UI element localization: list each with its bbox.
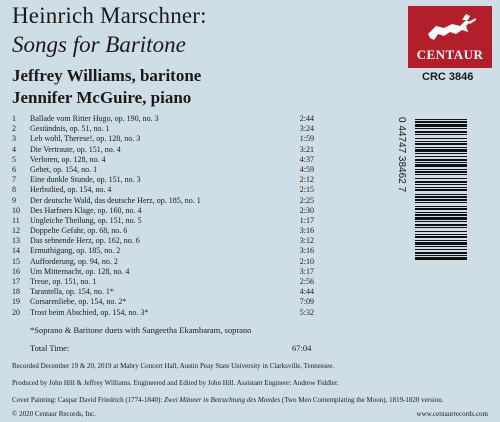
track-row	[12, 206, 314, 216]
track-number: 3	[12, 134, 16, 144]
track-duration: 5:32	[299, 307, 314, 317]
track-title: Doppelte Gefahr, op. 68, no. 6	[30, 226, 128, 236]
cover-painting-title: Zwei Männer in Betrachtung des Mondes	[164, 396, 281, 404]
track-number: 2	[12, 124, 16, 134]
track-row	[12, 287, 314, 297]
cover-credit	[12, 396, 444, 404]
centaur-figure-icon	[422, 12, 478, 46]
album-title: Songs for Baritone	[12, 32, 186, 57]
track-duration: 3:21	[299, 144, 314, 154]
track-title: Ballade vom Ritter Hugo, op. 190, no. 3	[30, 114, 159, 123]
track-row	[12, 175, 314, 185]
track-list	[12, 114, 314, 318]
track-duration: 2:15	[299, 185, 314, 195]
track-number: 18	[12, 287, 20, 297]
track-duration: 3:16	[299, 226, 314, 236]
track-title: Aufforderung, op. 94, no. 2	[30, 256, 118, 266]
track-row	[12, 185, 314, 195]
track-row	[12, 308, 314, 318]
track-row	[12, 216, 314, 226]
track-title: Eine dunkle Stunde, op. 151, no. 3	[30, 175, 141, 185]
track-number: 8	[12, 185, 16, 195]
track-row	[12, 114, 314, 124]
track-title: Des Harfners Klage, op. 160, no. 4	[30, 205, 142, 215]
track-row	[12, 196, 314, 206]
track-number: 14	[12, 246, 20, 256]
track-row	[12, 277, 314, 287]
track-number: 15	[12, 256, 20, 266]
track-title: Ungleiche Theilung, op. 151, no. 5	[30, 215, 142, 225]
track-number: 10	[12, 205, 20, 215]
track-number: 7	[12, 175, 16, 185]
duet-footnote: *Soprano & Baritone duets with Sangeetha Ekambaram, soprano	[30, 325, 252, 335]
track-row	[12, 226, 314, 236]
track-duration: 3:12	[299, 236, 314, 246]
track-number: 5	[12, 154, 16, 164]
copyright-line	[12, 410, 488, 418]
track-row	[12, 236, 314, 246]
track-duration: 2:30	[299, 205, 314, 215]
track-title: Geständnis, op. 51, no. 1	[30, 124, 110, 134]
track-row	[12, 155, 314, 165]
track-title: Der deutsche Wald, das deutsche Herz, op. 185, no. 1	[30, 195, 201, 205]
track-duration: 2:25	[299, 195, 314, 205]
total-time-value: 67:04	[292, 343, 312, 353]
track-row	[12, 124, 314, 134]
total-time-label: Total Time:	[30, 343, 70, 353]
barcode-digits	[395, 117, 409, 263]
performer-baritone: Jeffrey Williams, baritone	[12, 66, 202, 85]
track-row	[12, 267, 314, 277]
track-row	[12, 145, 314, 155]
copyright-text: © 2020 Centaur Records, Inc.	[12, 410, 96, 418]
track-title: Tarantella, op. 154, no. 1*	[30, 287, 114, 297]
track-number: 13	[12, 236, 20, 246]
track-duration: 4:59	[299, 164, 314, 174]
track-duration: 1:59	[299, 134, 314, 144]
track-duration: 2:12	[299, 175, 314, 185]
cover-credit-prefix: Cover Painting: Caspar David Friedrich (1774-1840):	[12, 396, 163, 404]
track-number: 17	[12, 277, 20, 286]
track-duration: 3:24	[299, 124, 314, 134]
cover-credit-suffix: (Two Men Contemplating the Moon), 1819-1820 version.	[281, 396, 444, 404]
track-duration: 7:09	[299, 297, 314, 307]
track-duration: 3:17	[299, 266, 314, 276]
track-number: 16	[12, 266, 20, 276]
track-number: 1	[12, 114, 16, 123]
composer-title: Heinrich Marschner:	[12, 3, 207, 28]
track-number: 12	[12, 226, 20, 236]
track-row	[12, 246, 314, 256]
track-title: Leb wohl, Therese!, op. 128, no. 3	[30, 134, 141, 144]
track-number: 6	[12, 164, 16, 174]
track-duration: 2:56	[299, 277, 314, 286]
track-title: Verloren, op. 128, no. 4	[30, 154, 106, 164]
centaur-logo	[408, 6, 492, 68]
track-title: Herbstlied, op. 154, no. 4	[30, 185, 112, 195]
track-duration: 4:37	[299, 154, 314, 164]
barcode-icon	[415, 117, 467, 263]
track-title: Ermuthigung, op. 185, no. 2	[30, 246, 121, 256]
track-row	[12, 297, 314, 307]
catalog-number: CRC 3846	[422, 71, 474, 83]
production-credit: Produced by John Hill & Jeffrey Williams. Engineered and Edited by John Hill. Assistant Engineer: Andrew Fiddler.	[12, 379, 339, 387]
track-title: Die Vertraute, op. 151, no. 4	[30, 144, 121, 154]
track-duration: 4:44	[299, 287, 314, 297]
track-duration: 3:16	[299, 246, 314, 256]
track-number: 4	[12, 144, 16, 154]
track-title: Gebet, op. 154, no. 1	[30, 164, 98, 174]
track-row	[12, 257, 314, 267]
track-number: 19	[12, 297, 20, 307]
track-duration: 2:44	[299, 114, 314, 123]
performer-piano: Jennifer McGuire, piano	[12, 88, 192, 107]
track-duration: 2:10	[299, 256, 314, 266]
track-title: Um Mitternacht, op. 128, no. 4	[30, 266, 130, 276]
track-title: Corsarenliebe, op. 154, no. 2*	[30, 297, 127, 307]
recording-credit: Recorded December 19 & 20, 2019 at Mabry Concert Hall, Austin Peay State University in Clarksville, Tennessee.	[12, 362, 335, 370]
track-number: 20	[12, 307, 20, 317]
logo-text: CENTAUR	[416, 47, 484, 62]
website-link[interactable]: www.centaurrecords.com	[416, 410, 488, 418]
track-number: 11	[12, 215, 20, 225]
track-title: Treue, op. 151, no. 1	[30, 277, 97, 286]
track-row	[12, 165, 314, 175]
track-title: Das sehnende Herz, op. 162, no. 6	[30, 236, 140, 246]
track-title: Trost beim Abschied, op. 154, no. 3*	[30, 307, 149, 317]
barcode-number: 0 44747 38462 7	[396, 117, 407, 193]
track-number: 9	[12, 195, 16, 205]
track-row	[12, 134, 314, 144]
track-duration: 1:17	[299, 215, 314, 225]
